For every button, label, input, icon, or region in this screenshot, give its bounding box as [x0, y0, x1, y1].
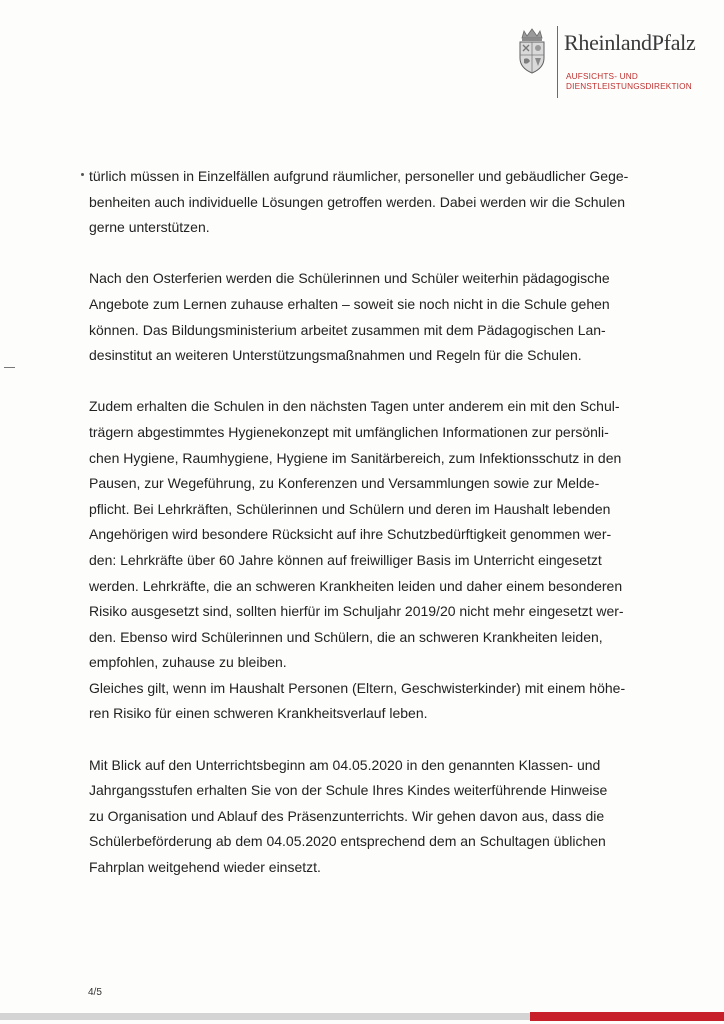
text-line: werden. Lehrkräfte, die an schweren Krankheiten leiden und daher einem besonderen — [89, 577, 623, 594]
text-line: Schülerbeförderung ab dem 04.05.2020 entsprechend dem an Schultagen üblichen — [89, 833, 606, 850]
authority-line-1: AUFSICHTS- UND — [566, 72, 638, 81]
text-line: zu Organisation und Ablauf des Präsenzunterrichts. Wir gehen davon aus, dass die — [89, 807, 605, 824]
text-line: Gleiches gilt, wenn im Haushalt Personen (Eltern, Geschwisterkinder) mit einem höhe- — [89, 679, 626, 696]
paragraph — [89, 164, 649, 241]
text-line: empfohlen, zuhause zu bleiben. — [89, 654, 287, 671]
authority-line-2: DIENSTLEISTUNGSDIREKTION — [566, 82, 692, 91]
brand-name: RheinlandPfalz — [564, 30, 696, 55]
text-line: Angehörigen wird besondere Rücksicht auf ihre Schutzbedürftigkeit genommen wer- — [89, 526, 612, 543]
text-line: Mit Blick auf den Unterrichtsbeginn am 04.05.2020 in den genannten Klassen- und — [89, 756, 601, 773]
paragraph — [89, 676, 649, 727]
text-line: türlich müssen in Einzelfällen aufgrund räumlicher, personeller und gebäudlicher Gege- — [89, 168, 629, 184]
text-line: desinstitut an weiteren Unterstützungsmaßnahmen und Regeln für die Schulen. — [89, 347, 582, 364]
text-line: Fahrplan weitgehend wieder einsetzt. — [89, 859, 321, 876]
page-number: 4/5 — [88, 987, 102, 998]
authority-name — [566, 72, 692, 92]
text-line: können. Das Bildungsministerium arbeitet zusammen mit dem Pädagogischen Lan- — [89, 321, 606, 338]
text-line: Angebote zum Lernen zuhause erhalten – soweit sie noch nicht in die Schule gehen — [89, 295, 610, 312]
text-line: gerne unterstützen. — [89, 219, 210, 236]
text-line: benheiten auch individuelle Lösungen getroffen werden. Dabei werden wir die Schulen — [89, 193, 625, 210]
text-line: pflicht. Bei Lehrkräften, Schülerinnen und Schülern und deren im Haushalt lebenden — [89, 500, 611, 517]
text-line: den: Lehrkräfte über 60 Jahre können auf freiwilliger Basis im Unterricht eingesetzt — [89, 551, 602, 568]
paragraph — [89, 753, 649, 881]
text-line: trägern abgestimmtes Hygienekonzept mit umfänglichen Informationen zur persönli- — [89, 423, 609, 440]
letter-body — [89, 164, 649, 906]
text-line: chen Hygiene, Raumhygiene, Hygiene im Sanitärbereich, zum Infektionsschutz in den — [89, 449, 622, 466]
paragraph — [89, 266, 649, 368]
text-line: Nach den Osterferien werden die Schülerinnen und Schüler weiterhin pädagogische — [89, 270, 610, 287]
text-line: Jahrgangsstufen erhalten Sie von der Schule Ihres Kindes weiterführende Hinweise — [89, 782, 608, 799]
text-line: Risiko ausgesetzt sind, sollten hierfür im Schuljahr 2019/20 nicht mehr eingesetzt wer- — [89, 603, 624, 620]
fold-mark — [4, 367, 15, 368]
paragraph — [89, 394, 649, 676]
state-logo — [512, 26, 712, 100]
text-line: den. Ebenso wird Schülerinnen und Schülern, die an schweren Krankheiten leiden, — [89, 628, 603, 645]
text-line: ren Risiko für einen schweren Krankheitsverlauf leben. — [89, 705, 428, 722]
text-line: Pausen, zur Wegeführung, zu Konferenzen und Versammlungen sowie zur Melde- — [89, 475, 600, 492]
scan-dot — [81, 173, 84, 176]
coat-of-arms-icon — [516, 28, 548, 74]
text-line: Zudem erhalten die Schulen in den nächsten Tagen unter anderem ein mit den Schul- — [89, 398, 620, 415]
logo-divider — [557, 26, 558, 98]
footer-accent-bar — [530, 1012, 724, 1021]
